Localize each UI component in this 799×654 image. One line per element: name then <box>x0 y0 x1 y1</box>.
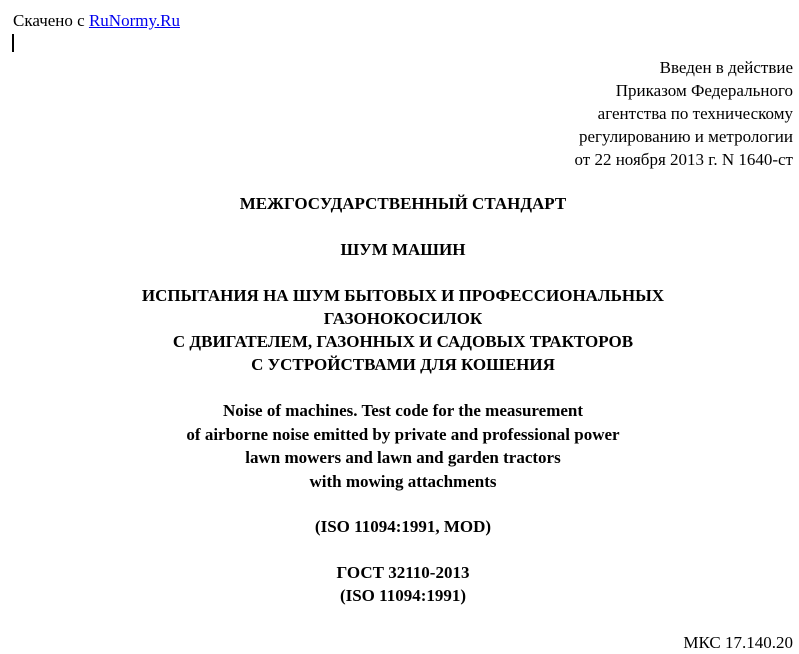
english-title-line: of airborne noise emitted by private and professional power <box>186 424 620 444</box>
title-line: С УСТРОЙСТВАМИ ДЛЯ КОШЕНИЯ <box>251 355 555 374</box>
standard-subject: ШУМ МАШИН <box>340 240 466 259</box>
gost-number: ГОСТ 32110-2013 <box>336 563 470 582</box>
standard-title-russian <box>0 284 799 376</box>
enactment-line: от 22 ноября 2013 г. N 1640-ст <box>574 150 793 169</box>
title-line: ИСПЫТАНИЯ НА ШУМ БЫТОВЫХ И ПРОФЕССИОНАЛЬНЫХ <box>141 286 665 305</box>
standard-title-english <box>0 399 799 493</box>
enactment-line: агентства по техническому <box>597 104 793 123</box>
english-title-line: lawn mowers and lawn and garden tractors <box>245 448 561 467</box>
english-title-line: with mowing attachments <box>309 471 497 491</box>
text-cursor <box>12 34 14 52</box>
enactment-line: Приказом Федерального <box>615 81 793 100</box>
english-title-line: Noise of machines. Test code for the measurement <box>222 401 584 420</box>
title-line: С ДВИГАТЕЛЕМ, ГАЗОННЫХ И САДОВЫХ ТРАКТОРОВ <box>172 332 634 351</box>
standard-type: МЕЖГОСУДАРСТВЕННЫЙ СТАНДАРТ <box>239 194 567 213</box>
standard-subject-heading <box>0 238 799 261</box>
download-source-line <box>13 9 180 32</box>
download-source-prefix: Скачено с <box>13 11 85 30</box>
runormy-link[interactable]: RuNormy.Ru <box>88 11 180 30</box>
enactment-block <box>575 56 794 171</box>
iso-reference: (ISO 11094:1991) <box>339 586 467 605</box>
mks-classification: МКС 17.140.20 <box>683 633 793 652</box>
title-line: ГАЗОНОКОСИЛОК <box>323 309 483 328</box>
gost-designation <box>0 561 799 607</box>
iso-mod-reference <box>0 515 799 538</box>
standard-type-heading <box>0 192 799 215</box>
enactment-line: Введен в действие <box>659 58 793 77</box>
iso-mod: (ISO 11094:1991, MOD) <box>314 517 492 536</box>
enactment-line: регулированию и метрологии <box>578 127 793 146</box>
